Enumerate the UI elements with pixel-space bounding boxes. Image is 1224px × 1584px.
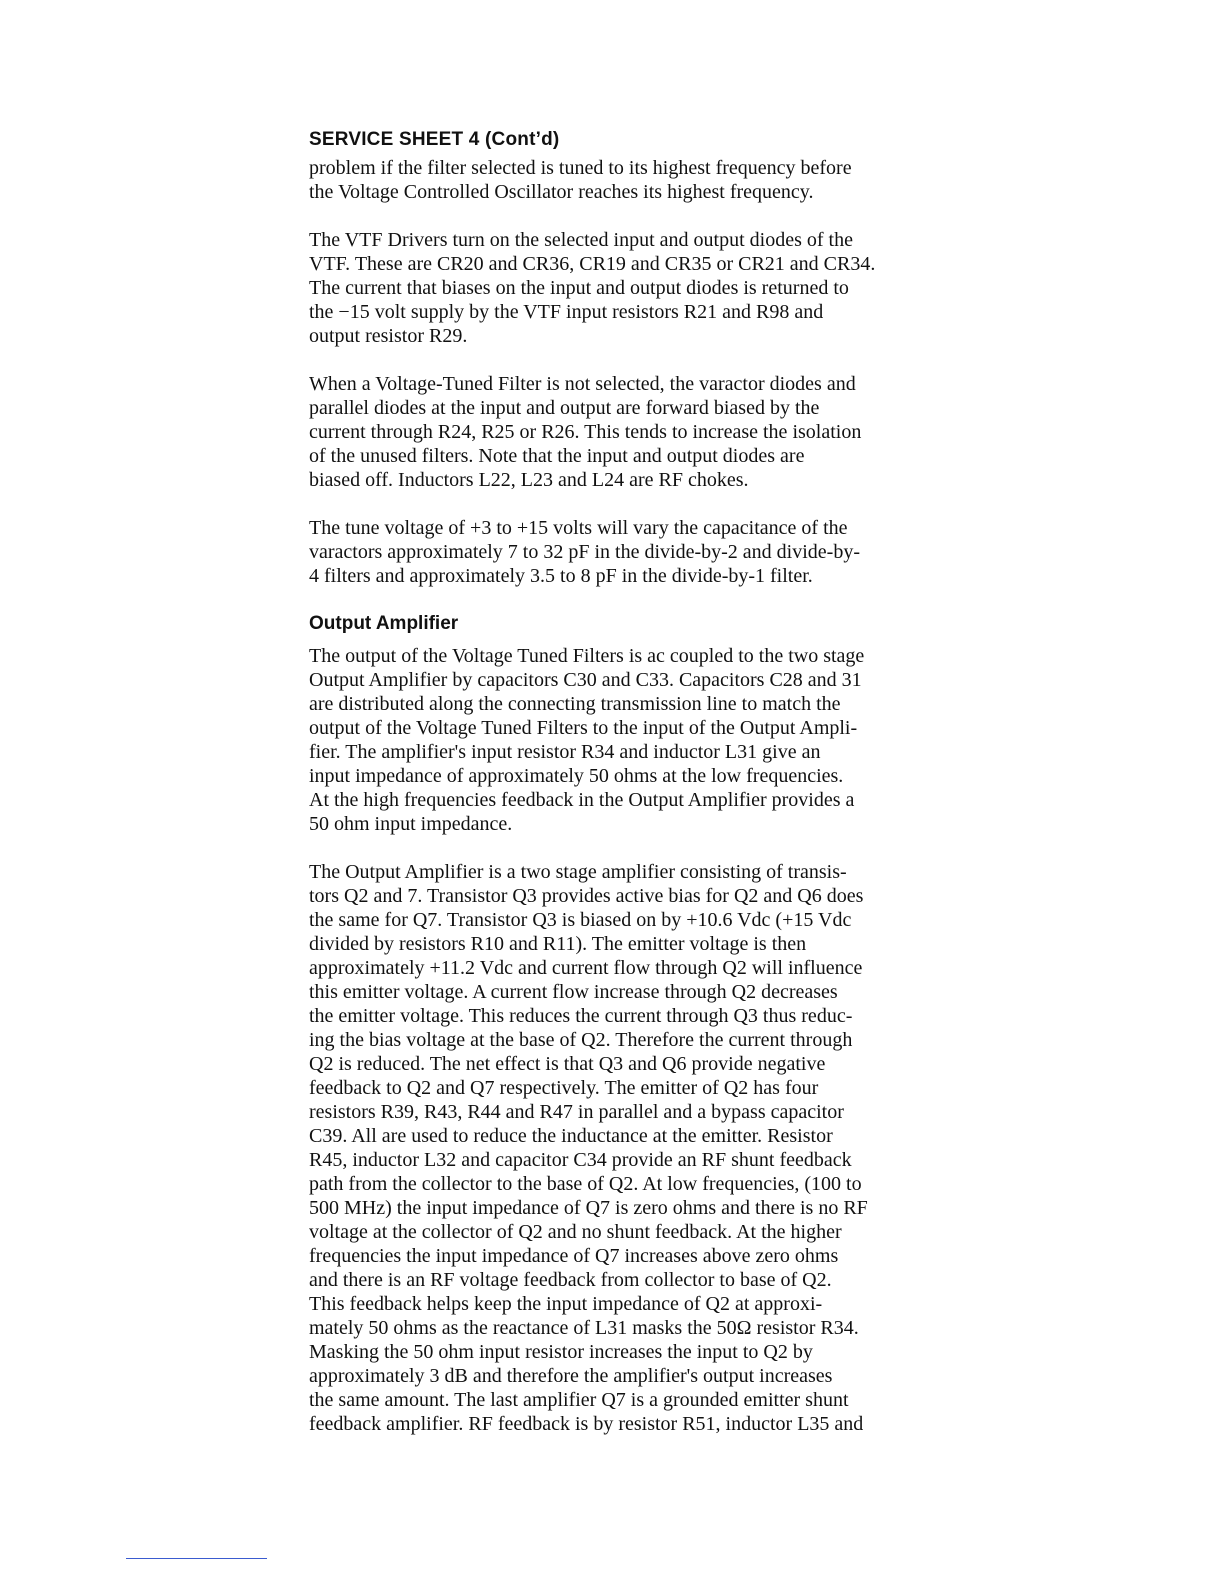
footnote-divider bbox=[126, 1558, 267, 1559]
document-page bbox=[309, 128, 947, 1460]
paragraph-tune-voltage: The tune voltage of +3 to +15 volts will vary the capacitance of the varactors approximately 7 to 32 pF in the divide-by-2 and divide-by- 4 filters and approximately 3.5 to 8 pF in the divide-by-1 filter. bbox=[309, 517, 860, 587]
output-amplifier-heading: Output Amplifier bbox=[309, 613, 459, 634]
paragraph-output-coupling: The output of the Voltage Tuned Filters is ac coupled to the two stage Output Amplifier by capacitors C30 and C33. Capacitors C28 and 31 are distributed along the connecting transmission line to match the output of the Voltage Tuned Filters to the input of the Output Ampli- fier. The amplifier's input resistor R34 and inductor L31 give an input impedance of approximately 50 ohms at the low frequencies. At the high frequencies feedback in the Output Amplifier provides a 50 ohm input impedance. bbox=[309, 645, 865, 835]
paragraph-varactor-bias: When a Voltage-Tuned Filter is not selected, the varactor diodes and parallel diodes at the input and output are forward biased by the current through R24, R25 or R26. This tends to increase the isolation of the unused filters. Note that the input and output diodes are biased off. Inductors L22, L23 and L24 are RF chokes. bbox=[309, 373, 862, 491]
paragraph-output-amplifier-stages: The Output Amplifier is a two stage amplifier consisting of transis- tors Q2 and 7. Transistor Q3 provides active bias for Q2 and Q6 does the same for Q7. Transistor Q3 is biased on by +10.6 Vdc (+15 Vdc divided by resistors R10 and R11). The emitter voltage is then approximately +11.2 Vdc and current flow through Q2 will influence this emitter voltage. A current flow increase through Q2 decreases the emitter voltage. This reduces the current through Q3 thus reduc- ing the bias voltage at the base of Q2. Therefore the current through Q2 is reduced. The net effect is that Q3 and Q6 provide negative feedback to Q2 and Q7 respectively. The emitter of Q2 has four resistors R39, R43, R44 and R47 in parallel and a bypass capacitor C39. All are used to reduce the inductance at the emitter. Resistor R45, inductor L32 and capacitor C34 provide an RF shunt feedback path from the collector to the base of Q2. At low frequencies, (100 to 500 MHz) the input impedance of Q7 is zero ohms and there is no RF voltage at the collector of Q2 and no shunt feedback. At the higher frequencies the input impedance of Q7 increases above zero ohms and there is an RF voltage feedback from collector to base of Q2. This feedback helps keep the input impedance of Q2 at approxi- mately 50 ohms as the reactance of L31 masks the 50Ω resistor R34. Masking the 50 ohm input resistor increases the input to Q2 by approximately 3 dB and therefore the amplifier's output increases the same amount. The last amplifier Q7 is a grounded emitter shunt feedback amplifier. RF feedback is by resistor R51, inductor L35 and bbox=[309, 861, 868, 1435]
paragraph-continued-problem: problem if the filter selected is tuned to its highest frequency before the Voltage Controlled Oscillator reaches its highest frequency. bbox=[309, 157, 852, 203]
service-sheet-title: SERVICE SHEET 4 (Cont’d) bbox=[309, 129, 560, 150]
paragraph-vtf-drivers: The VTF Drivers turn on the selected input and output diodes of the VTF. These are CR20 and CR36, CR19 and CR35 or CR21 and CR34. The current that biases on the input and output diodes is returned to the −15 volt supply by the VTF input resistors R21 and R98 and output resistor R29. bbox=[309, 229, 876, 347]
